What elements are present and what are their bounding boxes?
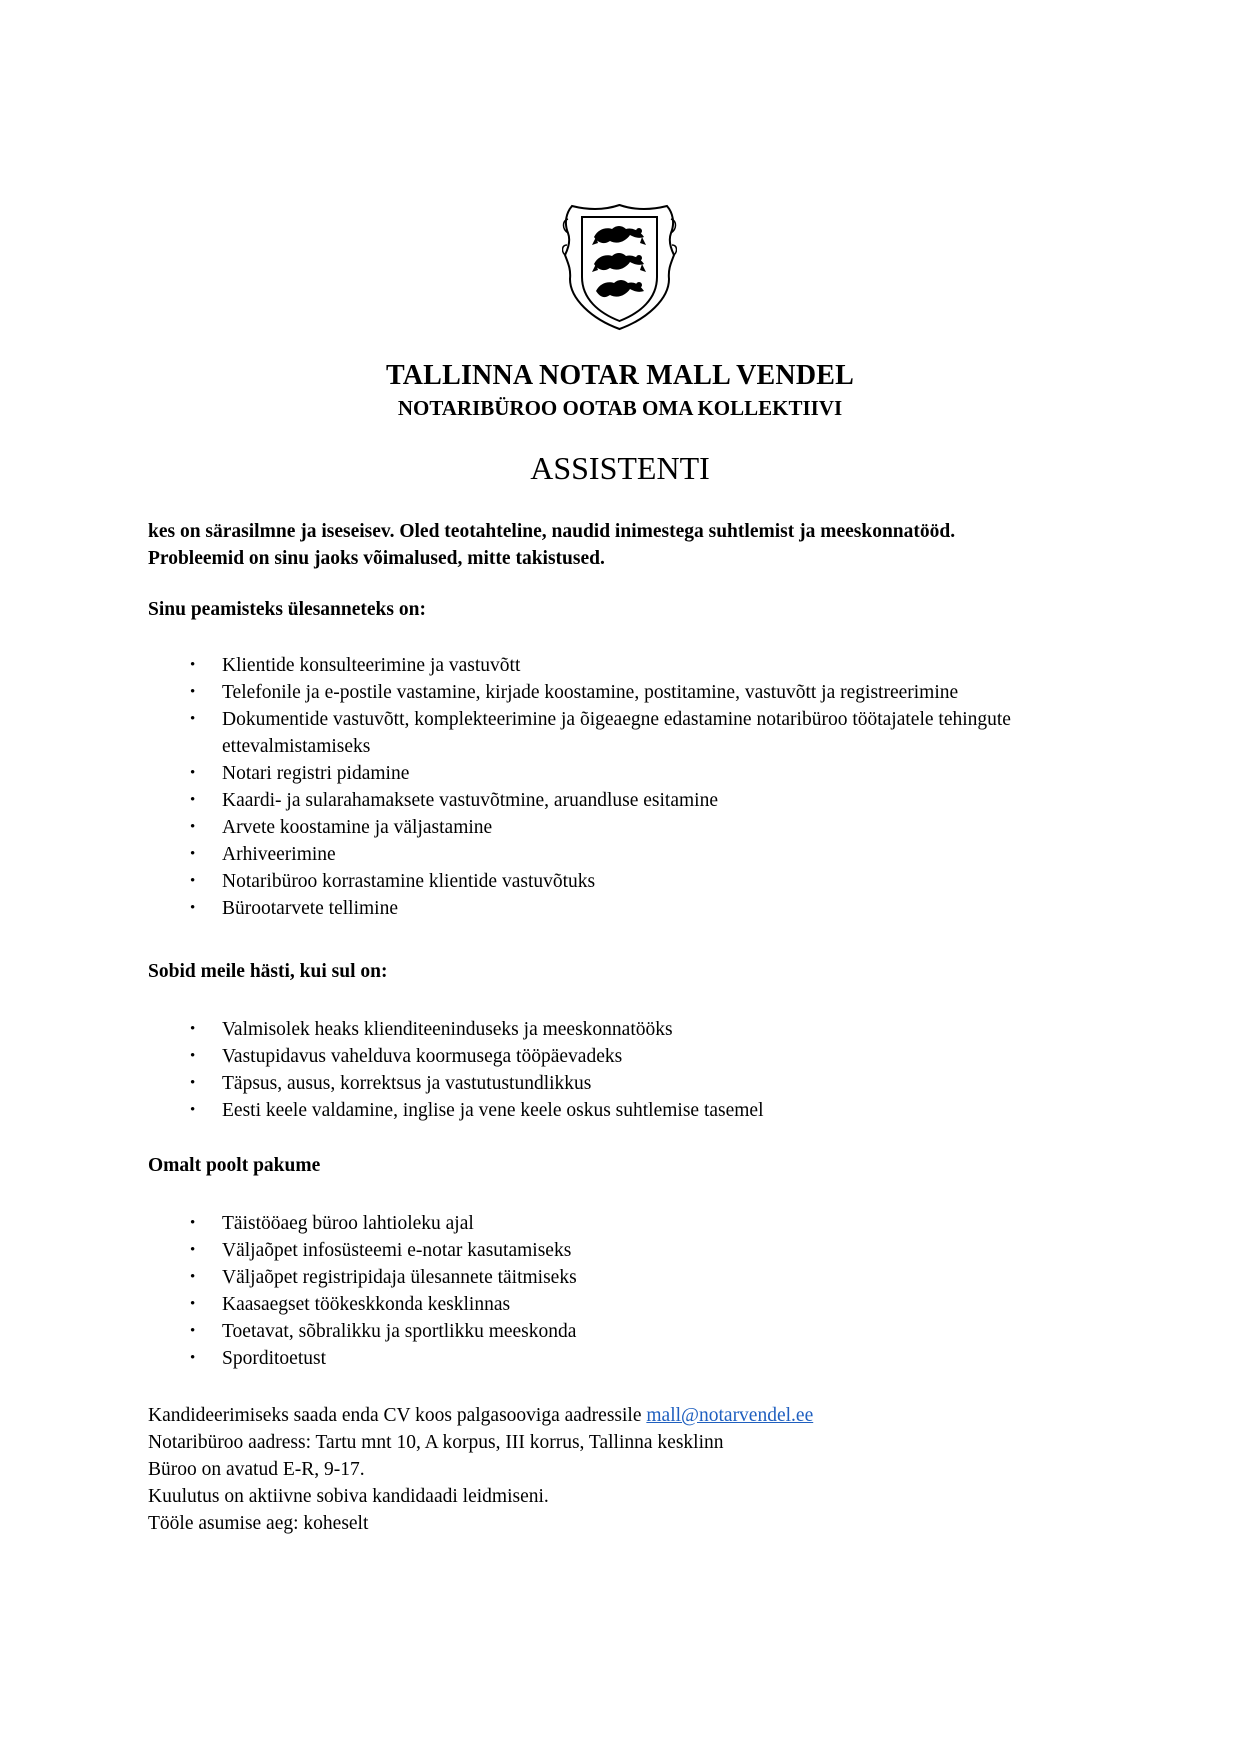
bullet-icon: • bbox=[190, 792, 196, 808]
list-item: • Arhiveerimine bbox=[148, 841, 1108, 868]
offer-heading: Omalt poolt pakume bbox=[148, 1155, 321, 1176]
bullet-icon: • bbox=[190, 1215, 196, 1231]
intro-text bbox=[148, 518, 1108, 572]
bullet-icon: • bbox=[190, 1242, 196, 1258]
list-item: • Kaardi- ja sularahamaksete vastuvõtmine, aruandluse esitamine bbox=[148, 787, 1108, 814]
bullet-icon: • bbox=[190, 873, 196, 889]
list-item: • Notaribüroo korrastamine klientide vastuvõtuks bbox=[148, 868, 1108, 895]
bullet-icon: • bbox=[190, 846, 196, 862]
hours-line: Büroo on avatud E-R, 9-17. bbox=[148, 1459, 365, 1480]
bullet-icon: • bbox=[190, 657, 196, 673]
list-item: • Vastupidavus vahelduva koormusega tööpäevadeks bbox=[148, 1043, 1108, 1070]
bullet-icon: • bbox=[190, 1296, 196, 1312]
bullet-icon: • bbox=[190, 900, 196, 916]
list-item: • Toetavat, sõbralikku ja sportlikku meeskonda bbox=[148, 1318, 1108, 1345]
intro-line: Probleemid on sinu jaoks võimalused, mitte takistused. bbox=[148, 548, 605, 569]
address-line: Notaribüroo aadress: Tartu mnt 10, A korpus, III korrus, Tallinna kesklinn bbox=[148, 1432, 724, 1453]
requirements-heading: Sobid meile hästi, kui sul on: bbox=[148, 961, 388, 982]
intro-line: kes on särasilmne ja iseseisev. Oled teotahteline, naudid inimestega suhtlemist ja meeskonnatööd. bbox=[148, 521, 956, 542]
list-item: • Telefonile ja e-postile vastamine, kirjade koostamine, postitamine, vastuvõtt ja registreerimine bbox=[148, 679, 1108, 706]
list-item: • Klientide konsulteerimine ja vastuvõtt bbox=[148, 652, 1108, 679]
bullet-icon: • bbox=[190, 1102, 196, 1118]
page-subtitle: NOTARIBÜROO OOTAB OMA KOLLEKTIIVI bbox=[397, 396, 843, 420]
list-item: • Valmisolek heaks klienditeeninduseks ja meeskonnatööks bbox=[148, 1016, 1108, 1043]
bullet-icon: • bbox=[190, 1048, 196, 1064]
list-item: • Arvete koostamine ja väljastamine bbox=[148, 814, 1108, 841]
apply-line bbox=[148, 1402, 1108, 1429]
list-item: • Eesti keele valdamine, inglise ja vene keele oskus suhtlemise tasemel bbox=[148, 1097, 1108, 1124]
list-item: • Sporditoetust bbox=[148, 1345, 1108, 1372]
bullet-icon: • bbox=[190, 765, 196, 781]
bullet-icon: • bbox=[190, 1075, 196, 1091]
list-item: • Dokumentide vastuvõtt, komplekteerimine ja õigeaegne edastamine notaribüroo töötajatele tehingute ettevalmistamiseks bbox=[148, 706, 1108, 760]
validity-line: Kuulutus on aktiivne sobiva kandidaadi leidmiseni. bbox=[148, 1486, 549, 1507]
start-line: Tööle asumise aeg: koheselt bbox=[148, 1513, 369, 1534]
bullet-icon: • bbox=[190, 684, 196, 700]
list-item: • Notari registri pidamine bbox=[148, 760, 1108, 787]
list-item: • Bürootarvete tellimine bbox=[148, 895, 1108, 922]
list-item: • Kaasaegset töökeskkonda kesklinnas bbox=[148, 1291, 1108, 1318]
list-item: • Täpsus, ausus, korrektsus ja vastutustundlikkus bbox=[148, 1070, 1108, 1097]
duties-list bbox=[148, 652, 1108, 922]
bullet-icon: • bbox=[190, 819, 196, 835]
email-link[interactable]: mall@notarvendel.ee bbox=[646, 1405, 814, 1426]
bullet-icon: • bbox=[190, 1323, 196, 1339]
duties-heading: Sinu peamisteks ülesanneteks on: bbox=[148, 599, 426, 620]
list-item: • Väljaõpet registripidaja ülesannete täitmiseks bbox=[148, 1264, 1108, 1291]
bullet-icon: • bbox=[190, 711, 196, 727]
bullet-icon: • bbox=[190, 1350, 196, 1366]
estonia-coat-of-arms-icon bbox=[562, 203, 677, 331]
bullet-icon: • bbox=[190, 1269, 196, 1285]
page-title: TALLINNA NOTAR MALL VENDEL bbox=[385, 360, 855, 391]
list-item: • Väljaõpet infosüsteemi e-notar kasutamiseks bbox=[148, 1237, 1108, 1264]
list-item: • Täistööaeg büroo lahtioleku ajal bbox=[148, 1210, 1108, 1237]
bullet-icon: • bbox=[190, 1021, 196, 1037]
apply-text: Kandideerimiseks saada enda CV koos palgasooviga aadressile bbox=[148, 1405, 647, 1426]
requirements-list bbox=[148, 1016, 1108, 1124]
offer-list bbox=[148, 1210, 1108, 1372]
position-title: ASSISTENTI bbox=[530, 450, 710, 486]
contact-info bbox=[148, 1402, 1108, 1537]
